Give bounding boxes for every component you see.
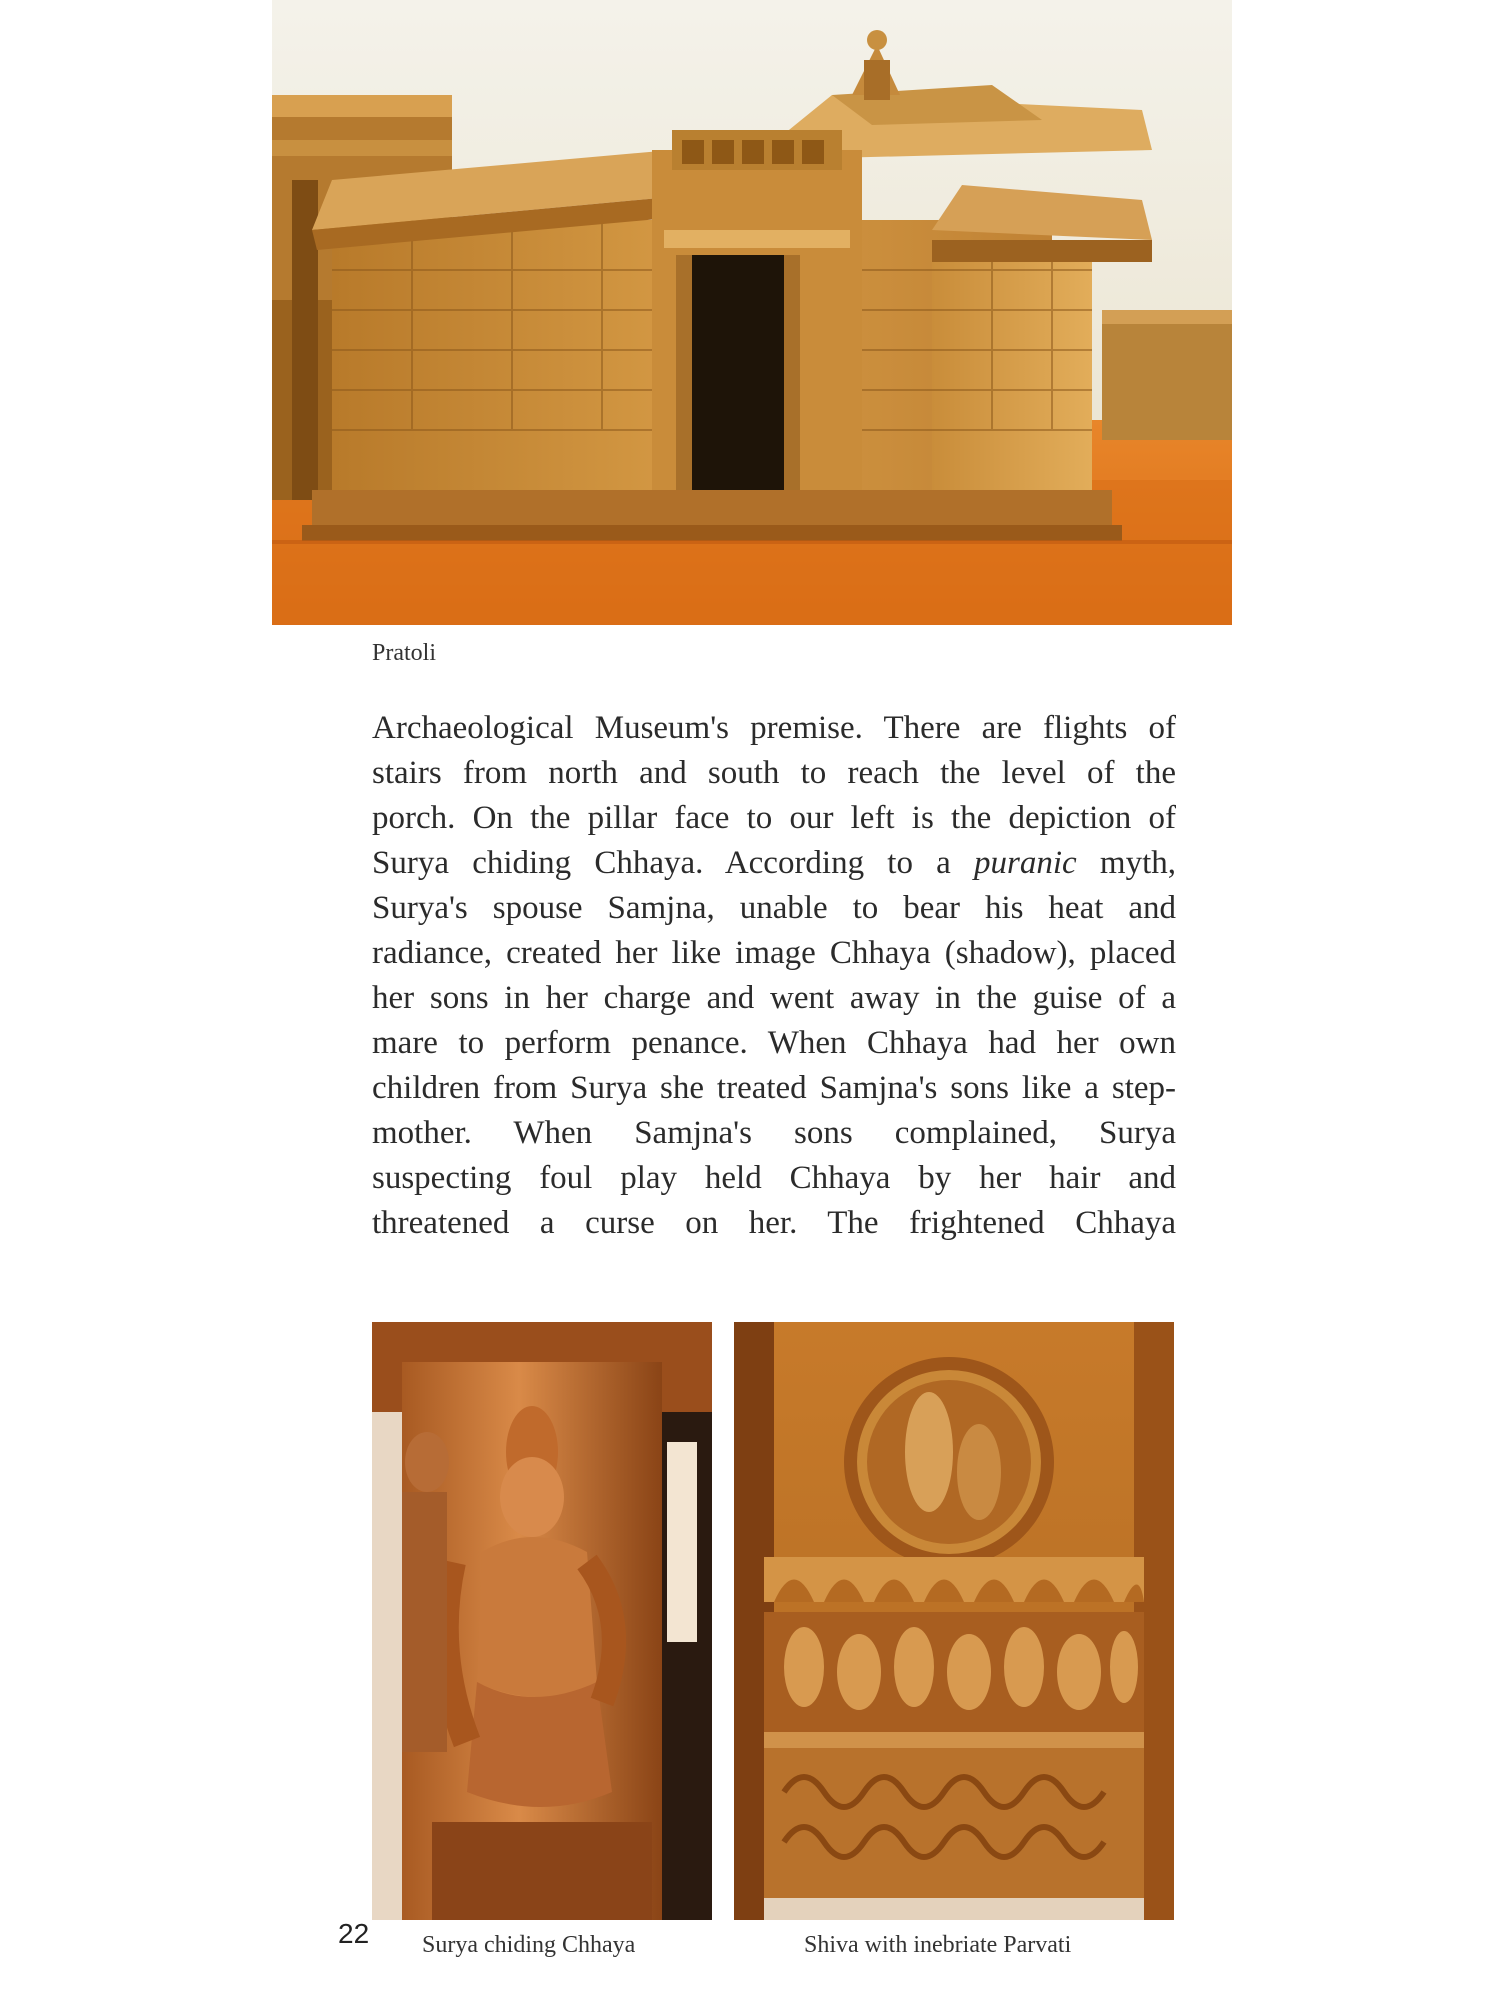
surya-relief-photo bbox=[372, 1322, 712, 1920]
body-paragraph bbox=[372, 706, 1176, 1246]
body-line: her sons in her charge and went away in the guise of a bbox=[372, 980, 1176, 1016]
body-line: Archaeological Museum's premise. There are flights of bbox=[372, 710, 1176, 746]
surya-relief-illustration bbox=[372, 1322, 712, 1920]
body-line: stairs from north and south to reach the level of the bbox=[372, 755, 1176, 791]
shiva-relief-illustration bbox=[734, 1322, 1174, 1920]
caption-shiva: Shiva with inebriate Parvati bbox=[804, 1932, 1072, 1958]
caption-pratoli: Pratoli bbox=[372, 640, 436, 666]
body-line-text: Surya chiding Chhaya. According to a bbox=[372, 845, 975, 881]
body-line: threatened a curse on her. The frightened Chhaya bbox=[372, 1205, 1176, 1241]
italic-term: puranic bbox=[974, 845, 1077, 881]
body-line: Surya's spouse Samjna, unable to bear his heat and bbox=[372, 890, 1176, 926]
shiva-relief-photo bbox=[734, 1322, 1174, 1920]
page-number: 22 bbox=[338, 1918, 370, 1949]
body-line: porch. On the pillar face to our left is the depiction of bbox=[372, 800, 1176, 836]
body-line bbox=[372, 841, 1176, 886]
body-line: suspecting foul play held Chhaya by her hair and bbox=[372, 1160, 1176, 1196]
body-line: children from Surya she treated Samjna's sons like a step- bbox=[372, 1070, 1176, 1106]
caption-surya: Surya chiding Chhaya bbox=[422, 1932, 636, 1958]
temple-photo bbox=[272, 0, 1232, 625]
temple-illustration bbox=[272, 0, 1232, 625]
body-line: mother. When Samjna's sons complained, Surya bbox=[372, 1115, 1176, 1151]
body-line: mare to perform penance. When Chhaya had her own bbox=[372, 1025, 1176, 1061]
body-line: radiance, created her like image Chhaya (shadow), placed bbox=[372, 935, 1176, 971]
body-line-text: myth, bbox=[1076, 845, 1176, 881]
